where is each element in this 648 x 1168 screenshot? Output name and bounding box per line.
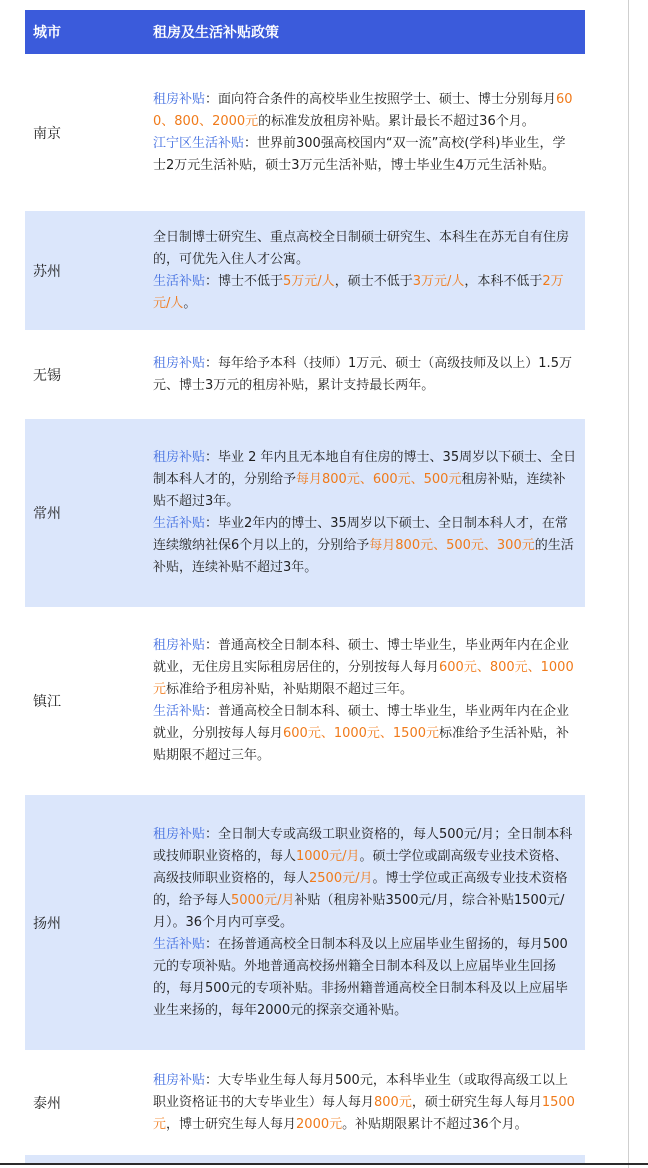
subsidy-label: 生活补贴 — [153, 516, 206, 531]
bottom-divider — [0, 1163, 648, 1165]
city-name: 泰州 — [33, 1095, 61, 1112]
amount-highlight: 600、800、2000元 — [153, 91, 573, 129]
amount-highlight: 2500元/月 — [309, 870, 373, 886]
policy-paragraph — [153, 227, 577, 271]
amount-highlight: 5万元/人 — [283, 273, 335, 289]
subsidy-label: 租房补贴 — [153, 355, 206, 371]
policy-text: 。博士学位或正高级专业技术资格的，给予每人 — [153, 870, 568, 908]
amount-highlight: 600元、800元、1000元 — [153, 660, 574, 697]
table-row — [25, 419, 585, 607]
amount-highlight: 1500元 — [153, 1094, 575, 1132]
policy-table — [25, 10, 585, 1155]
amount-highlight: 600元、1000元、1500元 — [283, 726, 439, 741]
policy-text: ：世界前300强高校国内“双一流”高校(学科)毕业生，学士2万元生活补贴，硕士3万元生活补贴，博士毕业生4万元生活补贴。 — [153, 135, 566, 173]
policy-text: 全日制博士研究生、重点高校全日制硕士研究生、本科生在苏无自有住房的，可优先入住人才公寓。 — [153, 229, 570, 267]
policy-text: 的标准发放租房补贴。累计最长不超过36个月。 — [258, 113, 535, 129]
policy-text: ，硕士不低于 — [334, 273, 413, 289]
policy-text: 租房补贴，连续补贴不超过3年。 — [153, 472, 566, 509]
subsidy-label: 租房补贴 — [153, 450, 206, 465]
table-row — [25, 54, 585, 211]
policy-text: ，博士研究生每人每月 — [166, 1116, 297, 1132]
amount-highlight: 每月800元、500元、300元 — [369, 538, 535, 553]
policy-paragraph — [153, 447, 577, 513]
city-name: 苏州 — [33, 263, 61, 280]
policy-text: ，本科不低于 — [464, 273, 543, 289]
subsidy-label: 生活补贴 — [153, 704, 206, 719]
policy-paragraph — [153, 513, 577, 579]
policy-text: ，硕士研究生每人每月 — [411, 1094, 542, 1110]
policy-paragraph — [153, 635, 577, 701]
policy-paragraph — [153, 824, 577, 934]
page-edge-divider — [628, 0, 629, 1168]
subsidy-label: 租房补贴 — [153, 826, 206, 842]
policy-text: ：在扬普通高校全日制本科及以上应届毕业生留扬的，每月500元的专项补贴。外地普通高校扬州籍全日制本科及以上应届毕业生回扬的，每月500元的专项补贴。非扬州籍普通高校全日制本科及以上应届毕业生来扬的，每年2000元的探亲交通补贴。 — [153, 936, 568, 1018]
policy-paragraph — [153, 934, 577, 1022]
table-row — [25, 211, 585, 330]
table-header — [25, 10, 585, 54]
policy-cell — [147, 353, 585, 397]
policy-text: 补贴（租房补贴3500元/月，综合补贴1500元/月）。36个月内可享受。 — [153, 892, 565, 930]
subsidy-label: 江宁区生活补贴 — [153, 135, 245, 151]
city-name: 镇江 — [33, 694, 61, 710]
amount-highlight: 2万元/人 — [153, 273, 564, 311]
policy-text: 。硕士学位或副高级专业技术资格、高级技师职业资格的，每人 — [153, 848, 568, 886]
amount-highlight: 2000元 — [296, 1116, 343, 1132]
policy-paragraph — [153, 353, 577, 397]
policy-text: ：博士不低于 — [205, 273, 284, 289]
policy-paragraph — [153, 1070, 577, 1136]
policy-text: ：大专毕业生每人每月500元，本科毕业生（或取得高级工以上职业资格证书的大专毕业生）每人每月 — [153, 1072, 568, 1110]
table-row — [25, 1050, 585, 1155]
city-name: 无锡 — [33, 367, 61, 384]
policy-text: 标准给予租房补贴，补贴期限不超过三年。 — [166, 682, 414, 697]
policy-paragraph — [153, 701, 577, 767]
policy-text: 。 — [183, 295, 197, 311]
table-row — [25, 330, 585, 419]
policy-cell — [147, 824, 585, 1022]
policy-cell — [147, 447, 585, 579]
policy-text: ：普通高校全日制本科、硕士、博士毕业生，毕业两年内在企业就业，分别按每人每月 — [153, 704, 570, 741]
amount-highlight: 5000元/月 — [231, 892, 295, 908]
policy-paragraph — [153, 133, 577, 177]
header-policy: 租房及生活补贴政策 — [153, 25, 279, 41]
policy-text: ：普通高校全日制本科、硕士、博士毕业生，毕业两年内在企业就业，无住房且实际租房居住的，分别按每人每月 — [153, 638, 570, 675]
policy-text: ：全日制大专或高级工职业资格的，每人500元/月；全日制本科或技师职业资格的，每人 — [153, 826, 573, 864]
policy-cell — [147, 1070, 585, 1136]
policy-cell — [147, 635, 585, 767]
policy-text: 。补贴期限累计不超过36个月。 — [342, 1116, 528, 1132]
policy-text: ：面向符合条件的高校毕业生按照学士、硕士、博士分别每月 — [205, 91, 557, 107]
table-row — [25, 795, 585, 1050]
city-name: 常州 — [33, 506, 61, 522]
policy-text: ：毕业2年内的博士、35周岁以下硕士、全日制本科人才，在常连续缴纳社保6个月以上的，分别给予 — [153, 516, 568, 553]
policy-paragraph — [153, 271, 577, 315]
city-name: 扬州 — [33, 915, 61, 932]
subsidy-label: 租房补贴 — [153, 91, 206, 107]
amount-highlight: 3万元/人 — [412, 273, 465, 289]
policy-paragraph — [153, 89, 577, 133]
policy-text: ：每年给予本科（技师）1万元、硕士（高级技师及以上）1.5万元、博士3万元的租房补贴，累计支持最长两年。 — [153, 355, 572, 393]
table-row — [25, 607, 585, 795]
subsidy-label: 租房补贴 — [153, 638, 206, 653]
amount-highlight: 1000元/月 — [296, 848, 360, 864]
policy-cell — [147, 227, 585, 315]
amount-highlight: 每月800元、600元、500元 — [296, 472, 462, 487]
subsidy-label: 租房补贴 — [153, 1072, 206, 1088]
policy-text: ：毕业 2 年内且无本地自有住房的博士、35周岁以下硕士、全日制本科人才的，分别给予 — [153, 450, 577, 487]
amount-highlight: 800元 — [374, 1094, 412, 1110]
header-city: 城市 — [33, 25, 61, 41]
city-name: 南京 — [33, 125, 61, 142]
subsidy-label: 生活补贴 — [153, 273, 206, 289]
policy-text: 标准给予生活补贴，补贴期限不超过三年。 — [153, 726, 570, 763]
policy-text: 的生活补贴，连续补贴不超过3年。 — [153, 538, 574, 575]
policy-cell — [147, 89, 585, 177]
next-row-edge — [25, 1155, 585, 1163]
subsidy-label: 生活补贴 — [153, 936, 206, 952]
